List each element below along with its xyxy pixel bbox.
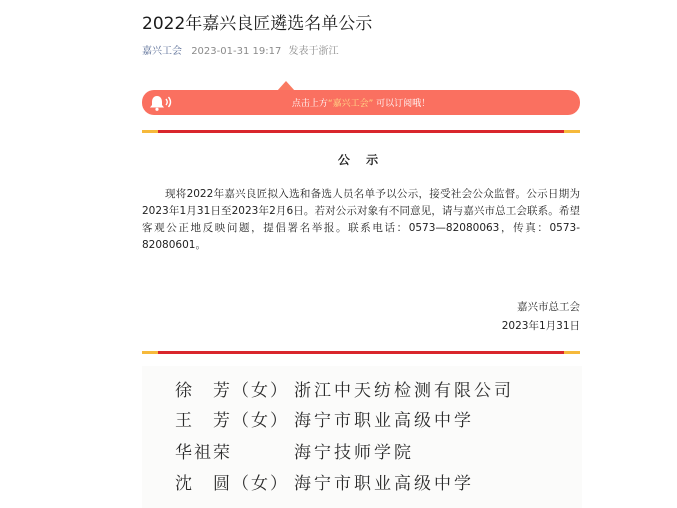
list-item xyxy=(142,469,582,499)
person-name: 徐 芳（女） xyxy=(175,381,289,401)
bottom-divider xyxy=(142,351,580,354)
account-name-link[interactable]: 嘉兴工会 xyxy=(142,46,182,57)
person-unit: 海宁市职业高级中学 xyxy=(294,474,474,494)
person-name: 沈 圆（女） xyxy=(175,474,289,494)
signer: 嘉兴市总工会 xyxy=(517,301,580,313)
publish-date: 2023-01-31 19:17 xyxy=(191,46,282,57)
article-title: 2022年嘉兴良匠遴选名单公示 xyxy=(142,14,373,34)
name-list-image xyxy=(142,366,582,508)
banner-prefix: 点击上方 xyxy=(291,99,328,109)
publish-location: 发表于浙江 xyxy=(288,46,339,57)
person-name: 王 芳（女） xyxy=(175,411,289,431)
person-unit: 海宁市职业高级中学 xyxy=(294,411,474,431)
banner-suffix: 可以订阅哦！ xyxy=(373,99,431,109)
list-item xyxy=(142,376,582,406)
banner-text xyxy=(142,96,580,109)
list-item xyxy=(142,438,582,468)
banner-account-highlight[interactable]: “嘉兴工会” xyxy=(327,99,374,109)
sign-date: 2023年1月31日 xyxy=(501,320,580,332)
notice-heading: 公 示 xyxy=(337,153,385,167)
list-item xyxy=(142,406,582,436)
person-unit: 海宁技师学院 xyxy=(294,443,414,463)
subscribe-banner[interactable] xyxy=(142,90,580,115)
top-divider xyxy=(142,130,580,133)
person-name: 华祖荣 xyxy=(175,443,232,463)
article-meta xyxy=(142,42,339,57)
notice-paragraph: 现将2022年嘉兴良匠拟入选和备选人员名单予以公示，接受社会公众监督。公示日期为2023年1月31日至2023年2月6日。若对公示对象有不同意见，请与嘉兴市总工会联系。希望客观公正地反映问题，提倡署名举报。联系电话：0573—82080063，传真：0573-82080601。 xyxy=(142,188,580,251)
person-unit: 浙江中天纺检测有限公司 xyxy=(294,381,514,401)
